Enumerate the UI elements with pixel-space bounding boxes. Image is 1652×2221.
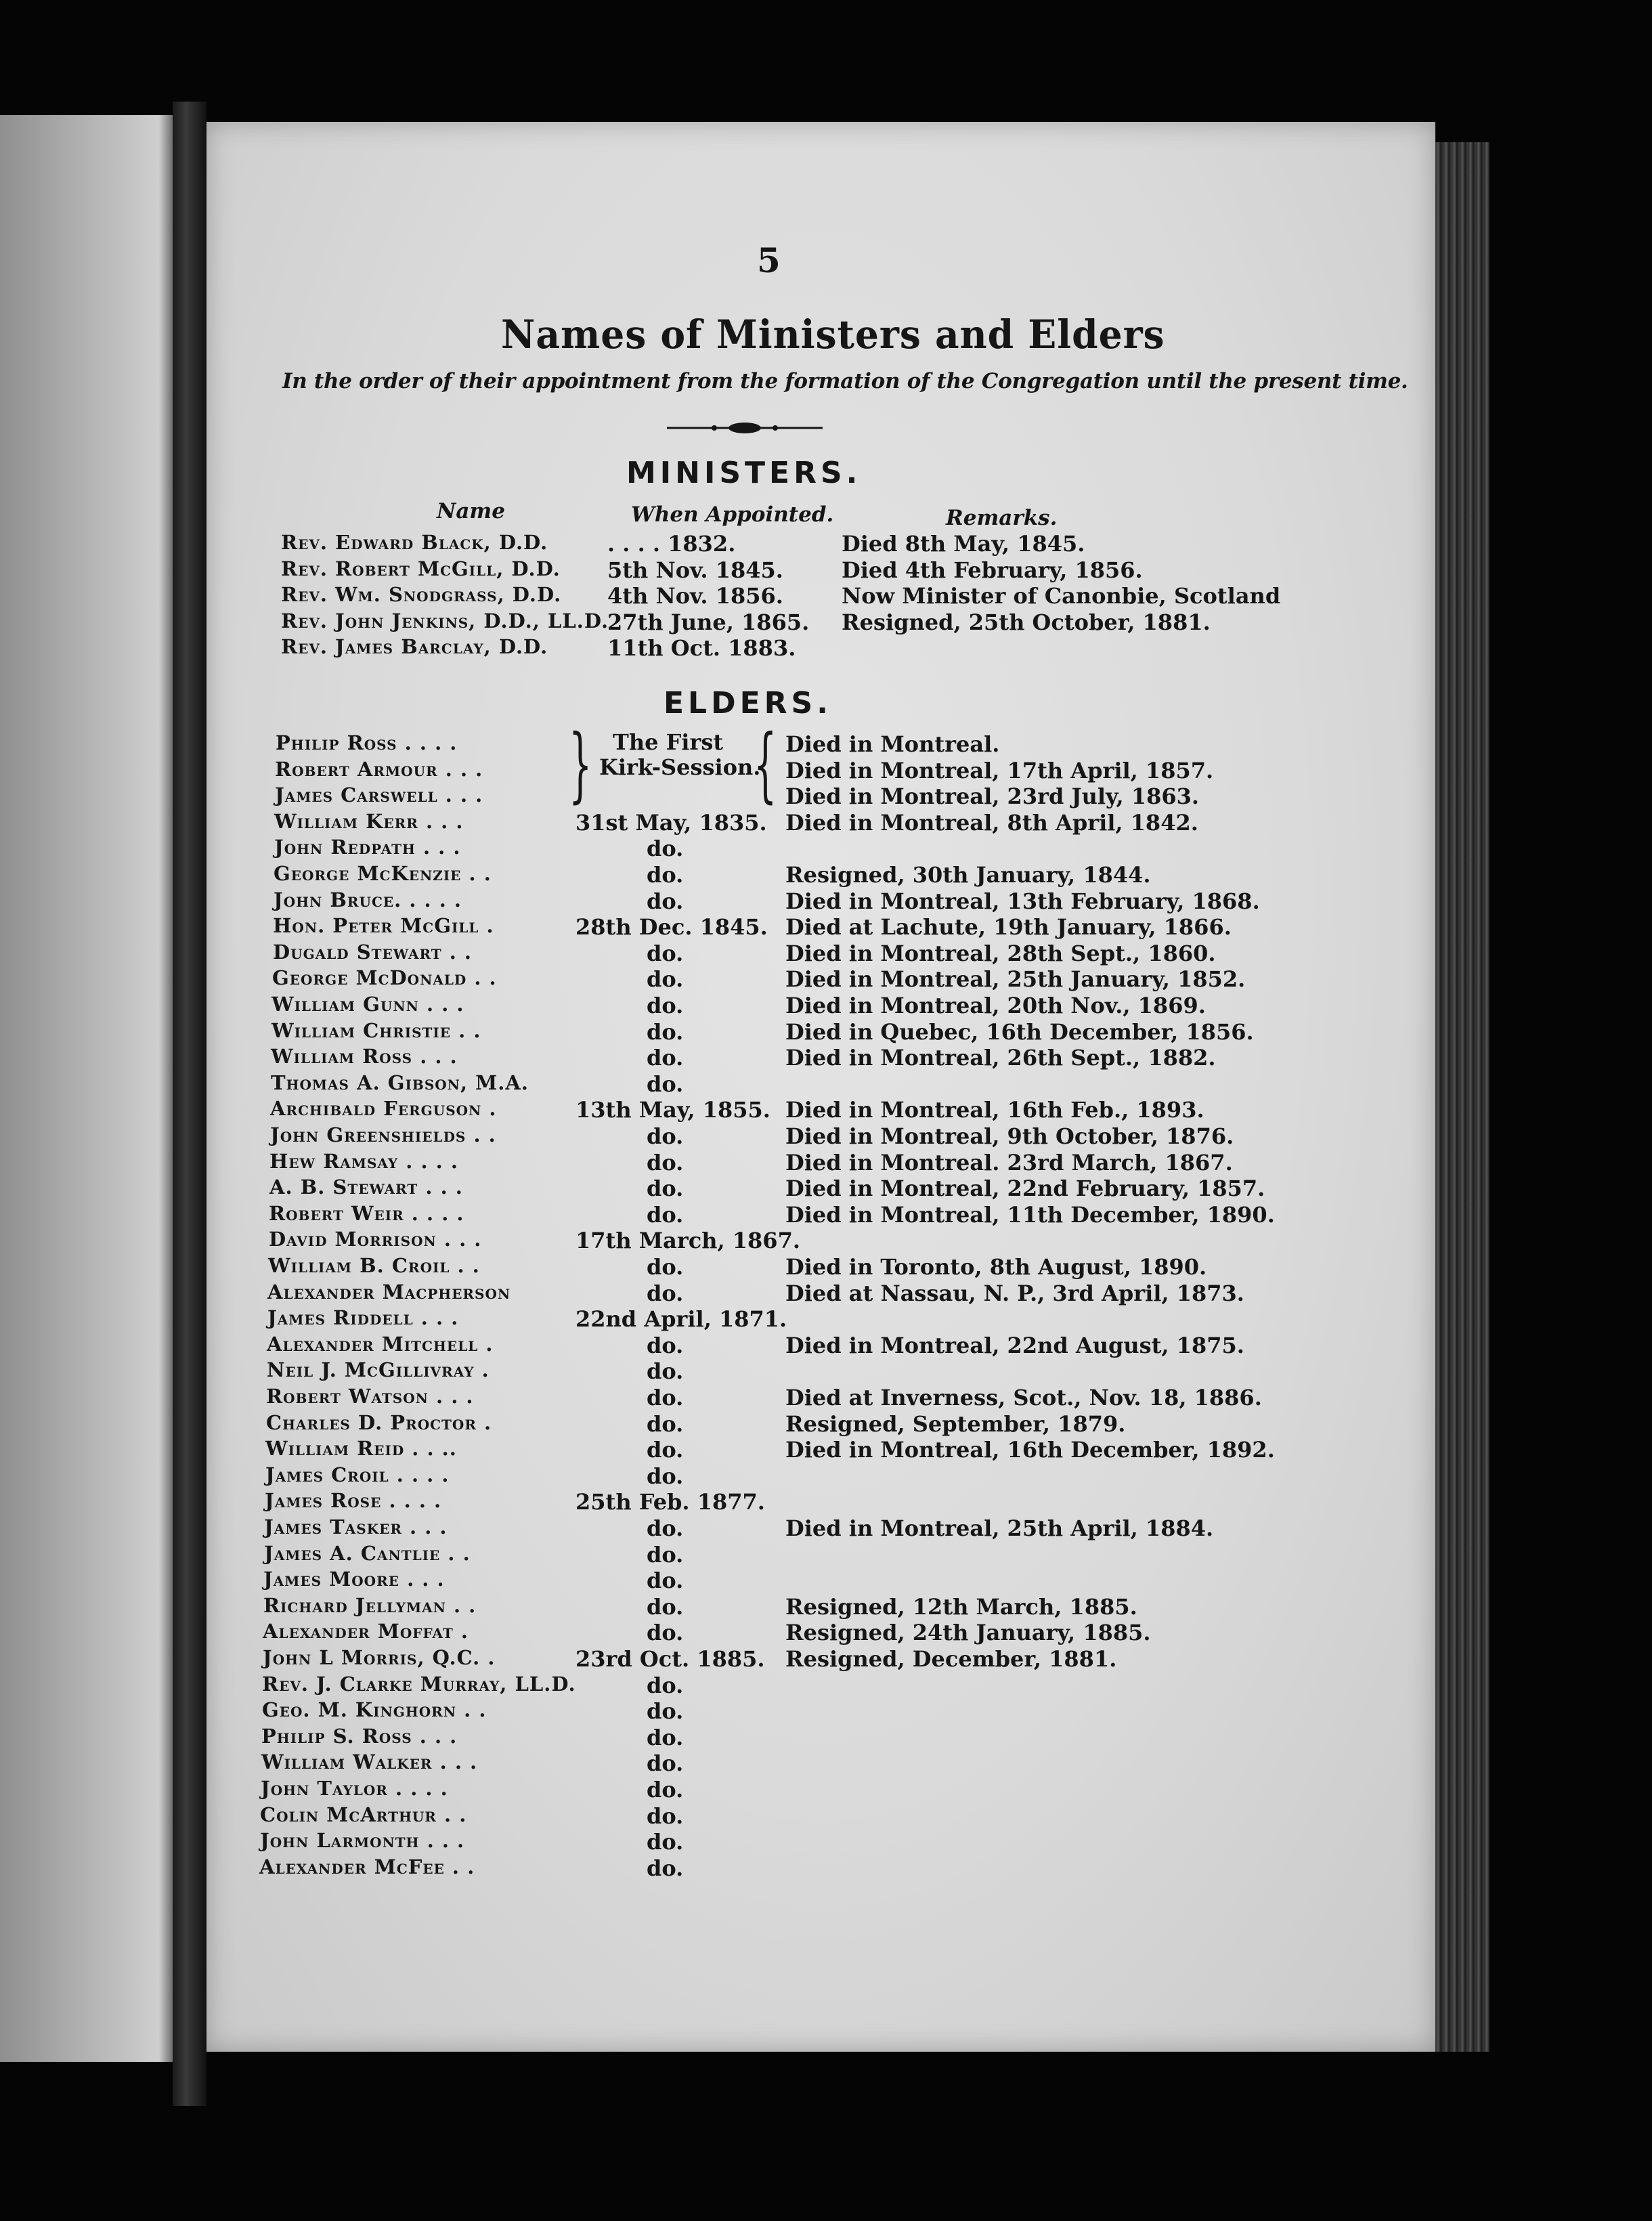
first-session-line2: Kirk-Session. (599, 754, 761, 780)
elder-appointed: do. (647, 1385, 684, 1410)
minister-appointed: . . . . 1832. (607, 531, 736, 557)
elder-name: James Riddell . . . (267, 1306, 459, 1330)
minister-name: Rev. Wm. Snodgrass, D.D. (281, 583, 562, 606)
elder-name: Robert Weir . . . . (269, 1201, 464, 1225)
elder-name: Hon. Peter McGill . (273, 914, 494, 938)
elder-remarks: Died in Montreal, 25th January, 1852. (785, 966, 1246, 993)
elder-name: Alexander Macpherson (267, 1280, 511, 1303)
elder-appointed: do. (647, 1280, 684, 1306)
elder-name: Rev. J. Clarke Murray, LL.D. (262, 1672, 576, 1696)
minister-appointed: 11th Oct. 1883. (607, 635, 796, 661)
elder-name: William Reid . . .. (265, 1437, 457, 1461)
elder-remarks: Resigned, December, 1881. (785, 1646, 1117, 1672)
elder-appointed: do. (647, 1254, 684, 1280)
minister-remarks: Now Minister of Canonbie, Scotland (842, 583, 1281, 609)
elder-remarks: Died in Quebec, 16th December, 1856. (785, 1018, 1254, 1045)
elder-name: Robert Watson . . . (266, 1385, 474, 1408)
elder-appointed: do. (647, 1568, 684, 1594)
elder-remarks: Died in Montreal, 16th December, 1892. (785, 1437, 1275, 1463)
elder-appointed: do. (647, 1332, 684, 1358)
elder-appointed: do. (647, 1358, 684, 1385)
elder-name: William Ross . . . (271, 1045, 458, 1069)
elder-name: John Redpath . . . (274, 836, 461, 859)
page-edges (1435, 142, 1490, 2052)
minister-name: Rev. James Barclay, D.D. (281, 635, 548, 658)
elder-name: James Carswell . . . (275, 783, 483, 807)
elder-name: Hew Ramsay . . . . (269, 1149, 458, 1173)
book-gutter (173, 102, 206, 2106)
elder-remarks: Died in Montreal, 9th October, 1876. (785, 1123, 1234, 1149)
elder-remarks: Died in Montreal, 26th Sept., 1882. (785, 1045, 1216, 1071)
elder-name: Geo. M. Kinghorn . . (262, 1698, 487, 1722)
elder-name: John Bruce. . . . . (274, 888, 462, 911)
elder-name: Alexander Moffat . (263, 1620, 469, 1643)
elder-appointed: 13th May, 1855. (575, 1097, 770, 1123)
elder-name: Alexander McFee . . (259, 1855, 475, 1878)
elder-name: William Kerr . . . (274, 809, 464, 833)
elder-appointed: 22nd April, 1871. (575, 1306, 787, 1333)
elder-remarks: Died in Montreal, 13th February, 1868. (785, 888, 1260, 914)
left-page-fragment (0, 115, 173, 2062)
elder-remarks: Died at Nassau, N. P., 3rd April, 1873. (785, 1280, 1244, 1306)
elder-appointed: do. (647, 1410, 684, 1437)
elder-name: Thomas A. Gibson, M.A. (271, 1071, 529, 1094)
elder-remarks: Died in Montreal, 20th Nov., 1869. (785, 993, 1206, 1018)
elder-name: John Taylor . . . . (261, 1777, 448, 1800)
minister-remarks: Died 8th May, 1845. (842, 531, 1085, 557)
elder-appointed: 25th Feb. 1877. (575, 1489, 765, 1515)
elder-name: John L Morris, Q.C. . (263, 1646, 496, 1669)
elder-remarks: Died in Montreal, 8th April, 1842. (785, 809, 1198, 836)
elder-remarks: Died in Montreal, 16th Feb., 1893. (785, 1097, 1204, 1123)
elder-appointed: do. (647, 1698, 684, 1725)
minister-remarks: Resigned, 25th October, 1881. (842, 609, 1211, 635)
elder-appointed: do. (647, 1750, 684, 1777)
minister-name: Rev. Robert McGill, D.D. (281, 557, 561, 580)
minister-name: Rev. Edward Black, D.D. (281, 531, 548, 554)
elder-remarks: Died in Montreal, 22nd February, 1857. (785, 1176, 1265, 1202)
minister-remarks: Died 4th February, 1856. (842, 557, 1143, 583)
elder-appointed: do. (647, 1176, 684, 1202)
elder-remarks: Resigned, September, 1879. (785, 1410, 1126, 1437)
elder-appointed: do. (647, 993, 684, 1018)
elder-remarks: Died in Montreal, 22nd August, 1875. (785, 1332, 1244, 1358)
minister-appointed: 4th Nov. 1856. (607, 583, 783, 609)
elder-name: A. B. Stewart . . . (269, 1176, 463, 1199)
elder-remarks: Resigned, 12th March, 1885. (785, 1593, 1137, 1620)
elder-appointed: do. (647, 1515, 684, 1541)
elder-name: Robert Armour . . . (275, 757, 483, 781)
elder-name: James Tasker . . . (264, 1515, 448, 1538)
elder-appointed: do. (647, 888, 684, 914)
elder-appointed: do. (647, 1672, 684, 1698)
elder-name: Archibald Ferguson . (270, 1097, 497, 1121)
elder-appointed: do. (647, 1829, 684, 1855)
elder-appointed: do. (647, 1593, 684, 1620)
elder-remarks: Died in Montreal, 28th Sept., 1860. (785, 940, 1216, 966)
page-title: Names of Ministers and Elders (501, 311, 1165, 358)
col-header-remarks: Remarks. (946, 506, 1058, 530)
elder-name: William Christie . . (271, 1018, 481, 1042)
elder-appointed: do. (647, 1045, 684, 1071)
minister-name: Rev. John Jenkins, D.D., LL.D. (281, 609, 609, 632)
elder-name: Charles D. Proctor . (266, 1410, 492, 1434)
elder-appointed: do. (647, 1018, 684, 1045)
minister-appointed: 27th June, 1865. (607, 609, 810, 635)
elder-appointed: do. (647, 1620, 684, 1646)
elder-remarks: Died in Montreal, 23rd July, 1863. (785, 783, 1200, 810)
document-page (206, 122, 1435, 2052)
first-session-line1: The First (613, 729, 724, 755)
elder-appointed: do. (647, 862, 684, 888)
elder-name: James Rose . . . . (265, 1489, 442, 1513)
elder-appointed: do. (647, 1123, 684, 1149)
page-number: 5 (757, 240, 781, 280)
elders-heading: ELDERS. (664, 686, 832, 720)
left-brace: } (569, 718, 592, 812)
ornament-rule (667, 420, 823, 436)
elder-appointed: do. (647, 1437, 684, 1463)
elder-appointed: do. (647, 1201, 684, 1228)
elder-name: Philip S. Ross . . . (261, 1724, 458, 1748)
elder-appointed: 17th March, 1867. (575, 1228, 800, 1254)
elder-appointed: do. (647, 836, 684, 862)
minister-appointed: 5th Nov. 1845. (607, 557, 783, 583)
elder-name: James Croil . . . . (265, 1463, 450, 1486)
elder-remarks: Resigned, 24th January, 1885. (785, 1620, 1151, 1646)
elder-appointed: do. (647, 1463, 684, 1489)
elder-appointed: do. (647, 1071, 684, 1097)
ministers-heading: MINISTERS. (626, 456, 862, 490)
elder-remarks: Died in Montreal. 23rd March, 1867. (785, 1149, 1233, 1176)
elder-name: Alexander Mitchell . (267, 1332, 494, 1356)
elder-appointed: do. (647, 1724, 684, 1750)
elder-name: William Walker . . . (261, 1750, 478, 1774)
elder-name: James Moore . . . (263, 1568, 445, 1591)
elder-remarks: Died in Toronto, 8th August, 1890. (785, 1254, 1207, 1280)
elder-remarks: Died in Montreal, 11th December, 1890. (785, 1201, 1275, 1228)
elder-name: John Greenshields . . (270, 1123, 496, 1146)
elder-name: Philip Ross . . . . (276, 731, 458, 754)
elder-name: David Morrison . . . (269, 1228, 482, 1251)
elder-appointed: do. (647, 966, 684, 993)
elder-name: Dugald Stewart . . (273, 940, 472, 964)
elder-remarks: Died at Lachute, 19th January, 1866. (785, 914, 1232, 941)
elder-appointed: 23rd Oct. 1885. (575, 1646, 765, 1672)
elder-name: George McDonald . . (272, 966, 497, 990)
elder-name: William B. Croil . . (268, 1254, 480, 1277)
elder-name: William Gunn . . . (271, 993, 464, 1016)
elder-appointed: 28th Dec. 1845. (575, 914, 768, 941)
right-brace: { (754, 718, 777, 812)
col-header-when: When Appointed. (631, 502, 834, 527)
elder-appointed: do. (647, 1541, 684, 1568)
page-subtitle: In the order of their appointment from the formation of the Congregation until the present time. (282, 369, 1408, 393)
elder-appointed: do. (647, 1777, 684, 1803)
elder-name: John Larmonth . . . (260, 1829, 465, 1853)
elder-remarks: Died in Montreal, 17th April, 1857. (785, 757, 1214, 783)
elder-name: Neil J. McGillivray . (267, 1358, 490, 1382)
elder-remarks: Resigned, 30th January, 1844. (785, 862, 1151, 888)
elder-name: George McKenzie . . (274, 862, 492, 885)
elder-appointed: do. (647, 1855, 684, 1881)
elder-appointed: do. (647, 940, 684, 966)
elder-remarks: Died in Montreal, 25th April, 1884. (785, 1515, 1214, 1541)
col-header-name: Name (437, 499, 505, 523)
elder-name: Richard Jellyman . . (263, 1593, 477, 1617)
elder-appointed: do. (647, 1149, 684, 1176)
elder-appointed: do. (647, 1803, 684, 1829)
elder-appointed: 31st May, 1835. (575, 809, 767, 836)
elder-name: James A. Cantlie . . (264, 1541, 471, 1565)
elder-name: Colin McArthur . . (260, 1803, 467, 1826)
elder-remarks: Died at Inverness, Scot., Nov. 18, 1886. (785, 1385, 1262, 1410)
elder-remarks: Died in Montreal. (785, 731, 1000, 757)
